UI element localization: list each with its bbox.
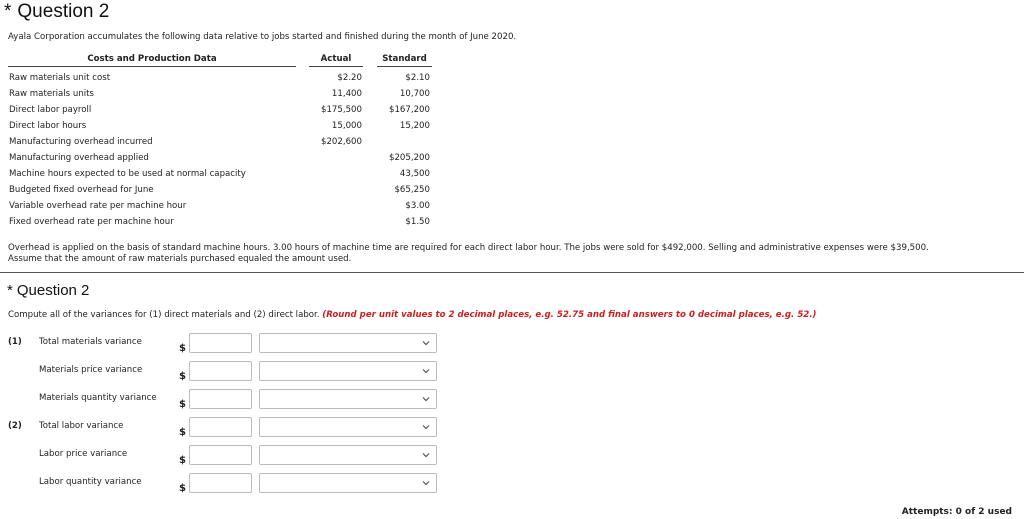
row-actual: 11,400 bbox=[331, 89, 362, 99]
row-name: Budgeted fixed overhead for June bbox=[9, 185, 154, 195]
answer-row-total-labor bbox=[0, 417, 1024, 439]
row-name: Direct labor payroll bbox=[9, 105, 92, 115]
answer-label: Labor price variance bbox=[39, 449, 128, 459]
row-name: Raw materials unit cost bbox=[9, 73, 111, 83]
materials-quantity-variance-input[interactable] bbox=[189, 389, 252, 409]
row-name: Manufacturing overhead applied bbox=[9, 153, 149, 163]
dollar-sign: $ bbox=[179, 399, 186, 410]
answer-label: Total labor variance bbox=[39, 421, 124, 431]
question-title bbox=[4, 1, 109, 23]
row-standard: $3.00 bbox=[405, 201, 430, 211]
row-standard: $1.50 bbox=[405, 217, 430, 227]
instructions bbox=[8, 310, 816, 320]
answer-label: Total materials variance bbox=[39, 337, 142, 347]
question2-title-text: Question 2 bbox=[16, 282, 90, 299]
question2-title bbox=[7, 282, 89, 299]
chevron-down-icon bbox=[422, 479, 430, 487]
chevron-down-icon bbox=[422, 367, 430, 375]
row-standard: 10,700 bbox=[399, 89, 430, 99]
total-materials-variance-input[interactable] bbox=[189, 333, 252, 353]
dollar-sign: $ bbox=[179, 427, 186, 438]
dollar-sign: $ bbox=[179, 455, 186, 466]
row-standard: $2.10 bbox=[405, 73, 430, 83]
answer-label: Labor quantity variance bbox=[39, 477, 142, 487]
total-materials-variance-select[interactable] bbox=[259, 333, 437, 353]
question-title-text: Question 2 bbox=[17, 1, 110, 22]
part-number: (2) bbox=[8, 421, 22, 431]
notes-line-1: Overhead is applied on the basis of standard machine hours. 3.00 hours of machine time are required for each direct labor hour. The jobs were sold for $492,000. Selling and administrative expenses were $39,500. bbox=[8, 243, 929, 253]
rounding-instructions: (Round per unit values to 2 decimal places, e.g. 52.75 and final answers to 0 decimal places, e.g. 52.) bbox=[322, 310, 817, 320]
answer-row-materials-quantity bbox=[0, 389, 1024, 411]
row-actual: $2.20 bbox=[337, 73, 362, 83]
answer-label: Materials price variance bbox=[39, 365, 143, 375]
attempts-counter: Attempts: 0 of 2 used bbox=[901, 507, 1012, 517]
header-standard: Standard bbox=[377, 54, 432, 67]
chevron-down-icon bbox=[422, 339, 430, 347]
header-costs-data: Costs and Production Data bbox=[8, 54, 296, 67]
row-actual: $202,600 bbox=[320, 137, 362, 147]
labor-quantity-variance-select[interactable] bbox=[259, 473, 437, 493]
part-number: (1) bbox=[8, 337, 22, 347]
intro-text: Ayala Corporation accumulates the following data relative to jobs started and finished during the month of June 2020. bbox=[8, 32, 517, 42]
row-name: Fixed overhead rate per machine hour bbox=[9, 217, 174, 227]
answer-row-materials-price bbox=[0, 361, 1024, 383]
row-standard: 43,500 bbox=[399, 169, 430, 179]
chevron-down-icon bbox=[422, 423, 430, 431]
row-name: Direct labor hours bbox=[9, 121, 87, 131]
dollar-sign: $ bbox=[179, 371, 186, 382]
row-standard: $65,250 bbox=[394, 185, 430, 195]
materials-quantity-variance-select[interactable] bbox=[259, 389, 437, 409]
notes-line-2: Assume that the amount of raw materials purchased equaled the amount used. bbox=[8, 254, 352, 264]
row-name: Raw materials units bbox=[9, 89, 95, 99]
materials-price-variance-select[interactable] bbox=[259, 361, 437, 381]
chevron-down-icon bbox=[422, 451, 430, 459]
row-name: Variable overhead rate per machine hour bbox=[9, 201, 187, 211]
required-star: * bbox=[7, 282, 13, 299]
row-actual: 15,000 bbox=[331, 121, 362, 131]
chevron-down-icon bbox=[422, 395, 430, 403]
labor-price-variance-select[interactable] bbox=[259, 445, 437, 465]
total-labor-variance-select[interactable] bbox=[259, 417, 437, 437]
instructions-text: Compute all of the variances for (1) direct materials and (2) direct labor. bbox=[8, 310, 320, 320]
total-labor-variance-input[interactable] bbox=[189, 417, 252, 437]
materials-price-variance-input[interactable] bbox=[189, 361, 252, 381]
row-standard: 15,200 bbox=[399, 121, 430, 131]
header-actual: Actual bbox=[309, 54, 363, 67]
section-divider bbox=[0, 272, 1024, 273]
dollar-sign: $ bbox=[179, 483, 186, 494]
row-name: Manufacturing overhead incurred bbox=[9, 137, 153, 147]
dollar-sign: $ bbox=[179, 343, 186, 354]
row-standard: $205,200 bbox=[388, 153, 430, 163]
row-actual: $175,500 bbox=[320, 105, 362, 115]
answer-row-labor-price bbox=[0, 445, 1024, 467]
row-name: Machine hours expected to be used at normal capacity bbox=[9, 169, 246, 179]
required-star: * bbox=[4, 1, 12, 22]
problem-notes bbox=[8, 243, 1018, 265]
answer-row-labor-quantity bbox=[0, 473, 1024, 495]
labor-quantity-variance-input[interactable] bbox=[189, 473, 252, 493]
row-standard: $167,200 bbox=[388, 105, 430, 115]
answer-label: Materials quantity variance bbox=[39, 393, 157, 403]
labor-price-variance-input[interactable] bbox=[189, 445, 252, 465]
answer-row-total-materials bbox=[0, 333, 1024, 355]
